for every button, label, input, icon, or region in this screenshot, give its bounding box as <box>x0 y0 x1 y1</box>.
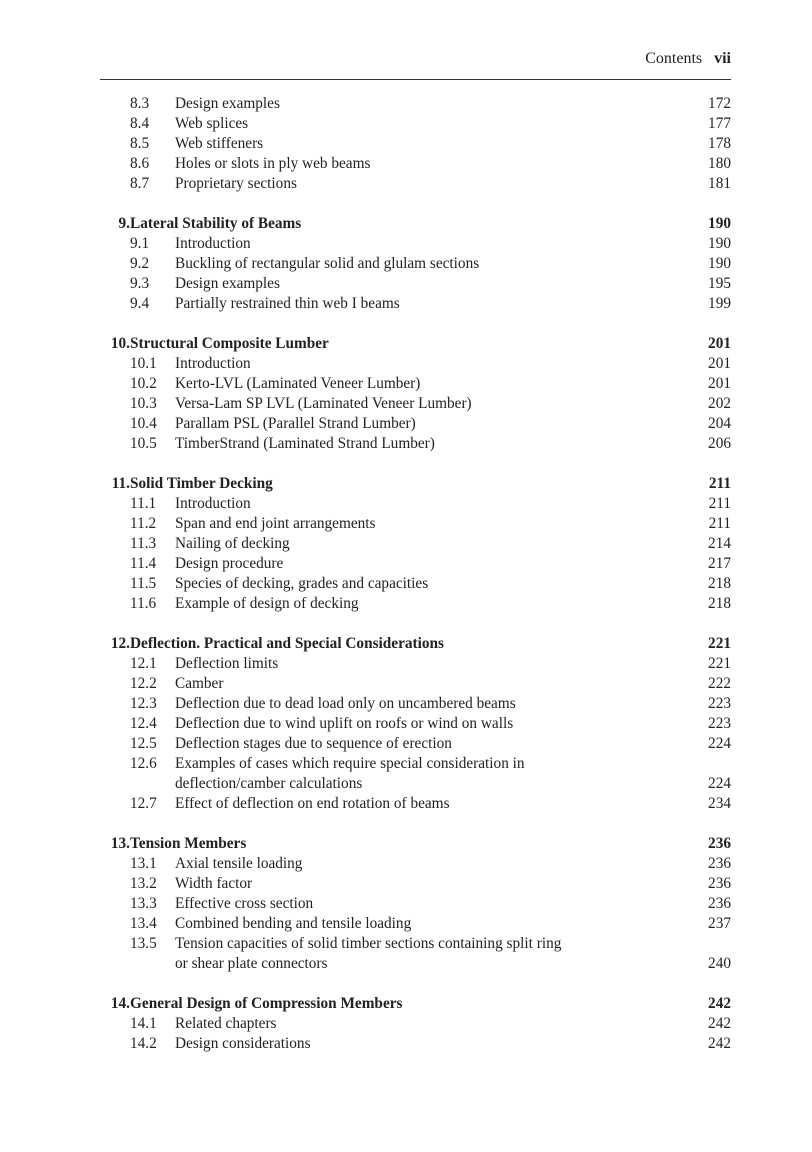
entry-number: 11.5 <box>130 575 157 592</box>
entry-title: Effect of deflection on end rotation of beams <box>175 795 450 812</box>
entry-title: Web splices <box>175 115 249 132</box>
toc-entry[interactable] <box>100 894 731 914</box>
entry-title: Solid Timber Decking <box>130 475 273 492</box>
entry-number: 9.2 <box>130 255 150 272</box>
entry-title: deflection/camber calculations <box>175 775 363 792</box>
header-rule <box>100 79 731 80</box>
entry-title: or shear plate connectors <box>175 955 328 972</box>
toc-entry[interactable] <box>100 654 731 674</box>
entry-title: Deflection. Practical and Special Considerations <box>130 635 444 652</box>
entry-number: 14. <box>110 995 130 1012</box>
entry-number: 13.2 <box>130 875 157 892</box>
entry-number: 8.3 <box>130 95 150 112</box>
entry-page: 237 <box>708 915 731 932</box>
entry-page: 180 <box>708 155 731 172</box>
toc-entry[interactable] <box>100 594 731 614</box>
entry-number: 11. <box>111 475 130 492</box>
running-header <box>100 48 731 70</box>
toc-entry[interactable] <box>100 874 731 894</box>
entry-page: 202 <box>708 395 731 412</box>
entry-number: 12.5 <box>130 735 157 752</box>
toc-entry[interactable] <box>100 554 731 574</box>
entry-page: 214 <box>708 535 731 552</box>
chapter-heading[interactable] <box>100 634 731 654</box>
entry-title: Deflection due to dead load only on uncambered beams <box>175 695 516 712</box>
toc-entry[interactable] <box>100 174 731 194</box>
entry-page: 201 <box>708 375 731 392</box>
entry-page: 190 <box>708 235 731 252</box>
entry-number: 10.4 <box>130 415 157 432</box>
entry-number: 11.2 <box>130 515 157 532</box>
entry-title: Span and end joint arrangements <box>175 515 376 532</box>
entry-page: 236 <box>708 855 731 872</box>
chapter-heading[interactable] <box>100 334 731 354</box>
page-folio: vii <box>714 50 731 67</box>
entry-number: 12.3 <box>130 695 157 712</box>
entry-title: Combined bending and tensile loading <box>175 915 412 932</box>
entry-title: Holes or slots in ply web beams <box>175 155 371 172</box>
entry-number: 9.1 <box>130 235 150 252</box>
entry-page: 206 <box>708 435 731 452</box>
entry-page: 201 <box>708 355 731 372</box>
toc-section <box>100 334 731 454</box>
entry-page <box>671 754 731 774</box>
entry-page: 177 <box>708 115 731 132</box>
entry-number: 13.4 <box>130 915 157 932</box>
toc-entry[interactable] <box>100 274 731 294</box>
toc-section <box>100 834 731 974</box>
entry-title: Kerto-LVL (Laminated Veneer Lumber) <box>175 375 421 392</box>
entry-page: 240 <box>708 955 731 972</box>
entry-page: 178 <box>708 135 731 152</box>
toc-entry[interactable] <box>100 94 731 114</box>
entry-title: Parallam PSL (Parallel Strand Lumber) <box>175 415 416 432</box>
toc-entry[interactable] <box>100 354 731 374</box>
entry-title: General Design of Compression Members <box>130 995 403 1012</box>
entry-number: 13.5 <box>130 935 157 952</box>
entry-number: 9. <box>118 215 130 232</box>
entry-number: 10. <box>110 335 130 352</box>
entry-number: 13. <box>110 835 130 852</box>
entry-page: 221 <box>708 635 731 652</box>
toc-entry[interactable] <box>100 854 731 874</box>
entry-number: 8.5 <box>130 135 150 152</box>
toc-entry[interactable] <box>100 774 731 794</box>
entry-page: 223 <box>708 715 731 732</box>
entry-title: Design considerations <box>175 1035 311 1052</box>
header-title: Contents <box>645 50 703 67</box>
toc-entry[interactable] <box>100 134 731 154</box>
chapter-heading[interactable] <box>100 834 731 854</box>
entry-number: 10.2 <box>130 375 157 392</box>
entry-page: 242 <box>708 1035 731 1052</box>
entry-number: 11.4 <box>130 555 157 572</box>
entry-title: Tension capacities of solid timber sections containing split ring <box>175 935 562 952</box>
entry-title: Buckling of rectangular solid and glulam sections <box>175 255 480 272</box>
entry-number: 12. <box>110 635 130 652</box>
toc-entry[interactable] <box>100 254 731 274</box>
entry-title: Deflection limits <box>175 655 279 672</box>
entry-title: Camber <box>175 675 224 692</box>
entry-number: 9.4 <box>130 295 150 312</box>
toc-entry[interactable] <box>100 154 731 174</box>
entry-title: Width factor <box>175 875 253 892</box>
entry-title: Versa-Lam SP LVL (Laminated Veneer Lumber) <box>175 395 472 412</box>
entry-page: 201 <box>708 335 731 352</box>
entry-page: 211 <box>708 495 731 512</box>
entry-title: Nailing of decking <box>175 535 290 552</box>
entry-number: 10.3 <box>130 395 157 412</box>
entry-page: 204 <box>708 415 731 432</box>
entry-page: 217 <box>708 555 731 572</box>
toc-entry[interactable] <box>100 374 731 394</box>
toc-section <box>100 994 731 1054</box>
toc-entry[interactable] <box>100 534 731 554</box>
toc-entry[interactable] <box>100 1034 731 1054</box>
toc-entry[interactable] <box>100 914 731 934</box>
entry-page <box>671 934 731 954</box>
entry-number: 11.6 <box>130 595 157 612</box>
toc-entry[interactable] <box>100 574 731 594</box>
toc-section <box>100 634 731 814</box>
entry-title: Species of decking, grades and capacities <box>175 575 429 592</box>
entry-number: 9.3 <box>130 275 150 292</box>
entry-title: Partially restrained thin web I beams <box>175 295 400 312</box>
entry-title: Introduction <box>175 235 251 252</box>
toc-entry[interactable] <box>100 934 731 954</box>
chapter-heading[interactable] <box>100 214 731 234</box>
entry-page: 242 <box>708 1015 731 1032</box>
entry-title: Axial tensile loading <box>175 855 303 872</box>
entry-page: 224 <box>708 775 731 792</box>
entry-title: Deflection due to wind uplift on roofs or wind on walls <box>175 715 514 732</box>
entry-page: 211 <box>708 475 731 492</box>
toc-entry[interactable] <box>100 394 731 414</box>
entry-title: Related chapters <box>175 1015 277 1032</box>
entry-page: 199 <box>708 295 731 312</box>
entry-number: 11.3 <box>130 535 157 552</box>
toc-entry[interactable] <box>100 1014 731 1034</box>
entry-page: 190 <box>708 215 731 232</box>
entry-title: Effective cross section <box>175 895 314 912</box>
entry-title: Tension Members <box>130 835 247 852</box>
entry-number: 13.3 <box>130 895 157 912</box>
toc-entry[interactable] <box>100 294 731 314</box>
toc-entry[interactable] <box>100 674 731 694</box>
toc-section <box>100 474 731 614</box>
toc-entry[interactable] <box>100 434 731 454</box>
entry-title: Introduction <box>175 355 251 372</box>
entry-title: Web stiffeners <box>175 135 264 152</box>
toc-entry[interactable] <box>100 954 731 974</box>
chapter-heading[interactable] <box>100 474 731 494</box>
entry-number: 10.1 <box>130 355 157 372</box>
toc-section <box>100 94 731 194</box>
entry-title: Deflection stages due to sequence of erection <box>175 735 452 752</box>
entry-page: 222 <box>708 675 731 692</box>
entry-title: Design examples <box>175 275 280 292</box>
toc-entry[interactable] <box>100 754 731 774</box>
toc-entry[interactable] <box>100 734 731 754</box>
toc-entry[interactable] <box>100 714 731 734</box>
entry-page: 181 <box>708 175 731 192</box>
entry-page: 172 <box>708 95 731 112</box>
toc-entry[interactable] <box>100 694 731 714</box>
entry-number: 12.2 <box>130 675 157 692</box>
entry-page: 236 <box>708 895 731 912</box>
entry-page: 223 <box>708 695 731 712</box>
entry-page: 211 <box>708 515 731 532</box>
entry-page: 242 <box>708 995 731 1012</box>
entry-page: 190 <box>708 255 731 272</box>
entry-page: 224 <box>708 735 731 752</box>
entry-title: Examples of cases which require special consideration in <box>175 755 525 772</box>
toc-entry[interactable] <box>100 794 731 814</box>
toc-entry[interactable] <box>100 494 731 514</box>
entry-number: 14.2 <box>130 1035 157 1052</box>
chapter-heading[interactable] <box>100 994 731 1014</box>
entry-number: 13.1 <box>130 855 157 872</box>
entry-title: Proprietary sections <box>175 175 297 192</box>
entry-title: Design examples <box>175 95 280 112</box>
entry-title: Introduction <box>175 495 251 512</box>
entry-number: 12.7 <box>130 795 157 812</box>
entry-page: 218 <box>708 575 731 592</box>
entry-page: 195 <box>708 275 731 292</box>
toc-section <box>100 214 731 314</box>
entry-page: 221 <box>708 655 731 672</box>
entry-number: 12.1 <box>130 655 157 672</box>
toc-entry[interactable] <box>100 114 731 134</box>
toc-entry[interactable] <box>100 234 731 254</box>
entry-number: 12.4 <box>130 715 157 732</box>
entry-page: 234 <box>708 795 731 812</box>
entry-number: 12.6 <box>130 755 157 772</box>
entry-number: 10.5 <box>130 435 157 452</box>
entry-number: 11.1 <box>130 495 157 512</box>
entry-title: TimberStrand (Laminated Strand Lumber) <box>175 435 435 452</box>
entry-number: 14.1 <box>130 1015 157 1032</box>
entry-page: 236 <box>708 835 731 852</box>
table-of-contents <box>100 94 731 1074</box>
entry-page: 218 <box>708 595 731 612</box>
entry-title: Design procedure <box>175 555 284 572</box>
toc-entry[interactable] <box>100 514 731 534</box>
entry-number: 8.7 <box>130 175 150 192</box>
entry-page: 236 <box>708 875 731 892</box>
entry-number: 8.4 <box>130 115 150 132</box>
entry-title: Lateral Stability of Beams <box>130 215 302 232</box>
entry-number: 8.6 <box>130 155 150 172</box>
entry-title: Example of design of decking <box>175 595 359 612</box>
entry-title: Structural Composite Lumber <box>130 335 329 352</box>
toc-entry[interactable] <box>100 414 731 434</box>
